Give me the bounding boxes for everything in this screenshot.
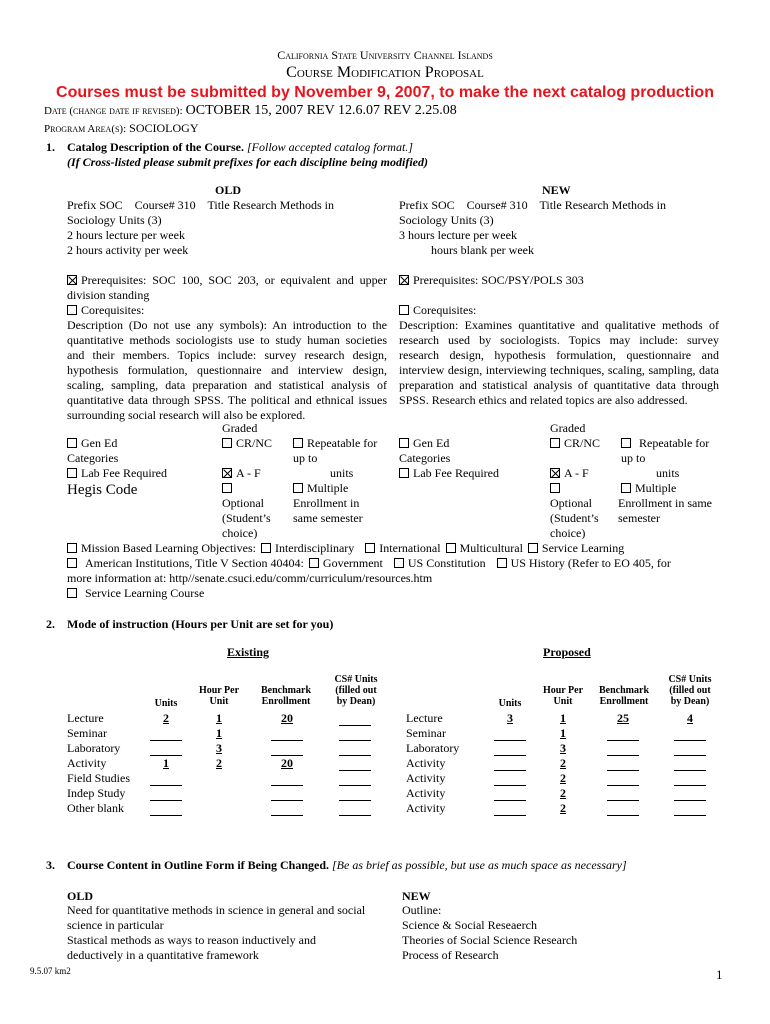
proposed-bench-blank[interactable] <box>607 803 639 816</box>
proposed-hpu-cell <box>547 786 579 801</box>
new-description: Description: Examines quantitative and qualitative methods of research used by sociologists. Topics may include: survey research design, hypothesis formulation, questionnaire and interview design, interviewing techniques, scaling, sampling, data preparation and statistical analysis of quantitative data through SPSS. Research ethics and related topics are also addressed. <box>399 318 719 407</box>
old-optional-line1: Optional <box>222 496 264 510</box>
new-prereq-text: Prerequisites: SOC/PSY/POLS 303 <box>413 273 584 287</box>
proposed-cs-blank[interactable] <box>674 773 706 786</box>
proposed-units-cell <box>494 756 526 771</box>
content-old-line: science in particular <box>67 918 164 932</box>
new-lecture-hours: 3 hours lecture per week <box>399 228 517 242</box>
content-new-list <box>402 903 577 963</box>
existing-row-label: Laboratory <box>67 741 121 755</box>
new-optional-line2: (Student’s <box>550 511 599 525</box>
new-gened-checkbox[interactable] <box>399 438 409 448</box>
form-title: Course Modification Proposal <box>286 64 484 81</box>
mission-line <box>67 541 624 556</box>
proposed-units-value[interactable]: 3 <box>507 711 513 725</box>
proposed-units-cell <box>494 771 526 786</box>
old-labfee <box>67 466 167 481</box>
old-prereq-checkbox[interactable] <box>67 275 77 285</box>
existing-units-value[interactable]: 2 <box>163 711 169 725</box>
section1-number: 1. <box>46 140 55 154</box>
new-optional-checkbox[interactable] <box>550 483 560 493</box>
proposed-hpu-cell <box>547 756 579 771</box>
new-course-line1 <box>399 198 666 213</box>
interdisciplinary-text: Interdisciplinary <box>274 541 355 555</box>
proposed-bench-cell <box>607 741 639 756</box>
proposed-row-label: Lecture <box>406 711 443 725</box>
new-optional-line3: choice) <box>550 526 586 540</box>
old-repeatable-checkbox[interactable] <box>293 438 303 448</box>
new-crnc <box>550 436 600 451</box>
program-value: SOCIOLOGY <box>129 121 199 135</box>
new-repeatable-upto: up to <box>621 451 646 465</box>
university-name: California State University Channel Islands <box>277 48 493 62</box>
proposed-bench-value[interactable]: 25 <box>617 711 629 725</box>
new-labfee-text: Lab Fee Required <box>413 466 499 480</box>
proposed-units-blank[interactable] <box>494 803 526 816</box>
proposed-hpu-value[interactable]: 2 <box>560 756 566 770</box>
service-course-text: Service Learning Course <box>85 586 205 600</box>
proposed-row-label: Activity <box>406 786 446 800</box>
new-repeatable-units: units <box>656 466 680 480</box>
section3-title-text: Course Content in Outline Form if Being Changed. <box>67 858 330 872</box>
existing-col-cs-line2: (filled out <box>335 685 377 696</box>
existing-row-label: Activity <box>67 756 107 770</box>
content-old-list <box>67 903 365 963</box>
proposed-cs-cell <box>674 771 706 786</box>
old-repeatable-units: units <box>330 466 354 480</box>
more-info-line: more information at: http//senate.csuci.edu/comm/curriculum/resources.htm <box>67 571 433 585</box>
existing-row-label: Field Studies <box>67 771 131 785</box>
multicultural-text: Multicultural <box>459 541 523 555</box>
old-gened-text: Gen Ed <box>81 436 118 450</box>
new-multiple-checkbox[interactable] <box>621 483 631 493</box>
new-multiple-line2: Enrollment in same <box>618 496 712 510</box>
new-crnc-checkbox[interactable] <box>550 438 560 448</box>
proposed-units-cell <box>494 741 526 756</box>
old-lecture-hours: 2 hours lecture per week <box>67 228 185 242</box>
old-optional-checkbox-wrap <box>222 481 236 496</box>
proposed-col-cs <box>664 674 716 707</box>
old-prereq-text: Prerequisites: SOC 100, SOC 203, or equivalent and upper division standing <box>67 273 387 302</box>
new-optional-checkbox-wrap <box>550 481 564 496</box>
us-constitution-text: US Constitution <box>407 556 486 570</box>
existing-col-units: Units <box>154 698 178 709</box>
existing-col-hpu: Hour Per Unit <box>198 685 240 707</box>
existing-row-label: Indep Study <box>67 786 126 800</box>
new-coreq-checkbox[interactable] <box>399 305 409 315</box>
new-multiple-text: Multiple <box>635 481 677 495</box>
proposed-cs-blank[interactable] <box>674 728 706 741</box>
proposed-bench-blank[interactable] <box>607 788 639 801</box>
content-old-line: Need for quantitative methods in science in general and social <box>67 903 366 917</box>
international-checkbox[interactable] <box>365 543 375 553</box>
old-repeatable-text: Repeatable for <box>307 436 378 450</box>
proposed-bench-blank[interactable] <box>607 758 639 771</box>
proposed-row <box>0 741 770 756</box>
old-optional-text <box>222 496 271 541</box>
old-crnc-text: CR/NC <box>236 436 273 450</box>
new-heading: NEW <box>542 183 571 197</box>
new-units: Sociology Units (3) <box>399 213 494 227</box>
proposed-col-bench: Benchmark Enrollment <box>599 685 649 707</box>
new-optional-text <box>550 496 599 541</box>
mission-checkbox[interactable] <box>67 543 77 553</box>
new-corequisites <box>399 303 476 318</box>
existing-bench-value[interactable]: 20 <box>281 756 293 770</box>
program-line <box>44 121 199 136</box>
footer-code: 9.5.07 km2 <box>30 966 71 976</box>
proposed-col-units: Units <box>498 698 522 709</box>
existing-hpu-value[interactable]: 1 <box>216 726 222 740</box>
new-categories: Categories <box>399 451 451 465</box>
date-value: OCTOBER 15, 2007 REV 12.6.07 REV 2.25.08 <box>185 103 457 118</box>
section3-title-note: [Be as brief as possible, but use as much space as necessary] <box>332 858 627 872</box>
proposed-units-cell <box>494 711 526 726</box>
existing-label: Existing <box>227 645 270 659</box>
old-gened-checkbox[interactable] <box>67 438 77 448</box>
proposed-cs-cell <box>674 711 706 726</box>
old-prerequisites <box>67 273 387 303</box>
new-course-title: Title Research Methods in <box>539 198 667 212</box>
old-course-line1 <box>67 198 334 213</box>
us-history-text: US History (Refer to EO 405, for <box>510 556 671 570</box>
proposed-hpu-value[interactable]: 2 <box>560 771 566 785</box>
existing-bench-value[interactable]: 20 <box>281 711 293 725</box>
proposed-row <box>0 726 770 741</box>
new-multiple-line3: semester <box>618 511 660 525</box>
service-course-checkbox[interactable] <box>67 588 77 598</box>
content-new-line: Process of Research <box>402 948 499 962</box>
old-af <box>222 466 261 481</box>
new-prefix: Prefix SOC <box>399 198 455 212</box>
proposed-units-blank[interactable] <box>494 743 526 756</box>
content-old-line: deductively in a quantitative framework <box>67 948 259 962</box>
section1-subtitle: (If Cross-listed please submit prefixes for each discipline being modified) <box>67 155 428 169</box>
proposed-bench-blank[interactable] <box>607 773 639 786</box>
proposed-units-blank[interactable] <box>494 758 526 771</box>
old-multiple-line3: same semester <box>293 511 363 525</box>
proposed-row-label: Activity <box>406 756 446 770</box>
proposed-hpu-value[interactable]: 2 <box>560 786 566 800</box>
old-labfee-text: Lab Fee Required <box>81 466 167 480</box>
old-multiple <box>293 481 348 496</box>
proposed-row <box>0 801 770 816</box>
new-coreq-text: Corequisites: <box>413 303 477 317</box>
existing-row-label: Other blank <box>67 801 124 815</box>
old-multiple-checkbox[interactable] <box>293 483 303 493</box>
proposed-col-cs-line1: CS# Units <box>668 674 712 685</box>
proposed-row-label: Laboratory <box>406 741 460 755</box>
american-checkbox[interactable] <box>67 558 77 568</box>
proposed-units-blank[interactable] <box>494 788 526 801</box>
old-categories: Categories <box>67 451 119 465</box>
old-labfee-checkbox[interactable] <box>67 468 77 478</box>
mission-label: Mission Based Learning Objectives: <box>81 541 256 555</box>
existing-row-label: Lecture <box>67 711 104 725</box>
content-new-line: Outline: <box>402 903 442 917</box>
proposed-bench-blank[interactable] <box>607 728 639 741</box>
existing-row-label: Seminar <box>67 726 107 740</box>
interdisciplinary-checkbox[interactable] <box>261 543 271 553</box>
proposed-units-cell <box>494 801 526 816</box>
section2-number: 2. <box>46 617 55 631</box>
old-activity-hours: 2 hours activity per week <box>67 243 189 257</box>
deadline-notice: Courses must be submitted by November 9, 2007, to make the next catalog production <box>56 84 714 101</box>
government-text: Government <box>322 556 383 570</box>
old-optional-checkbox[interactable] <box>222 483 232 493</box>
us-constitution-checkbox[interactable] <box>394 558 404 568</box>
service-learning-text: Service Learning <box>541 541 625 555</box>
proposed-bench-cell <box>607 786 639 801</box>
date-line <box>44 103 457 119</box>
old-heading: OLD <box>215 183 242 197</box>
proposed-hpu-value[interactable]: 2 <box>560 801 566 815</box>
service-course-line <box>67 586 204 601</box>
proposed-cs-blank[interactable] <box>674 803 706 816</box>
new-crnc-text: CR/NC <box>564 436 601 450</box>
proposed-units-blank[interactable] <box>494 773 526 786</box>
american-institutions-line <box>67 556 671 571</box>
new-repeatable-text: Repeatable for <box>639 436 710 450</box>
existing-col-cs <box>330 674 382 707</box>
old-repeatable <box>293 436 377 451</box>
existing-col-cs-line1: CS# Units <box>334 674 378 685</box>
proposed-hpu-cell <box>547 741 579 756</box>
existing-hpu-value[interactable]: 2 <box>216 756 222 770</box>
proposed-col-cs-line2: (filled out <box>669 685 711 696</box>
proposed-cs-blank[interactable] <box>674 758 706 771</box>
content-new-line: Theories of Social Science Research <box>402 933 578 947</box>
proposed-bench-cell <box>607 711 639 726</box>
old-prefix: Prefix SOC <box>67 198 123 212</box>
content-old-heading: OLD <box>67 889 94 903</box>
proposed-cs-blank[interactable] <box>674 743 706 756</box>
proposed-cs-cell <box>674 801 706 816</box>
proposed-row-label: Activity <box>406 801 446 815</box>
proposed-bench-cell <box>607 801 639 816</box>
existing-col-bench: Benchmark Enrollment <box>261 685 311 707</box>
new-other-hours: hours blank per week <box>431 243 534 257</box>
existing-hpu-value[interactable]: 3 <box>216 741 222 755</box>
proposed-row <box>0 711 770 726</box>
multicultural-checkbox[interactable] <box>446 543 456 553</box>
old-course-title: Title Research Methods in <box>207 198 335 212</box>
international-text: International <box>379 541 441 555</box>
proposed-cs-blank[interactable] <box>674 788 706 801</box>
content-new-line: Science & Social Reseaerch <box>402 918 537 932</box>
government-checkbox[interactable] <box>309 558 319 568</box>
old-graded-label: Graded <box>222 421 258 435</box>
proposed-hpu-value[interactable]: 1 <box>560 726 566 740</box>
proposed-bench-cell <box>607 756 639 771</box>
proposed-row <box>0 756 770 771</box>
proposed-bench-cell <box>607 771 639 786</box>
old-description: Description (Do not use any symbols): An introduction to the quantitative methods sociologists use to study human societies and their members. Topics include: survey research design, hypothesis formulation, questionnaire and interview design, scaling, sampling, data preparation and statistical analysis of quantitative data through SPSS. The political and ethnical issues surrounding social research will also be explored. <box>67 318 387 422</box>
program-label: Program Area(s): <box>44 123 127 135</box>
proposed-col-hpu: Hour Per Unit <box>542 685 584 707</box>
section1-title-note: [Follow accepted catalog format.] <box>246 140 413 154</box>
new-prereq-checkbox[interactable] <box>399 275 409 285</box>
new-repeatable-checkbox[interactable] <box>621 438 631 448</box>
new-af <box>550 466 589 481</box>
old-af-checkbox[interactable] <box>222 468 232 478</box>
new-multiple <box>621 481 676 496</box>
proposed-row <box>0 786 770 801</box>
old-crnc <box>222 436 272 451</box>
proposed-bench-blank[interactable] <box>607 743 639 756</box>
new-repeatable <box>621 436 709 451</box>
new-prerequisites <box>399 273 584 288</box>
old-crnc-checkbox[interactable] <box>222 438 232 448</box>
new-gened <box>399 436 449 451</box>
us-history-checkbox[interactable] <box>497 558 507 568</box>
proposed-hpu-cell <box>547 801 579 816</box>
proposed-row-label: Seminar <box>406 726 446 740</box>
new-af-text: A - F <box>564 466 589 480</box>
old-optional-line2: (Student’s <box>222 511 271 525</box>
old-course-number: Course# 310 <box>134 198 196 212</box>
proposed-units-cell <box>494 726 526 741</box>
old-hegis-code: Hegis Code <box>67 482 138 498</box>
old-multiple-text: Multiple <box>307 481 349 495</box>
old-coreq-text: Corequisites: <box>81 303 145 317</box>
new-labfee <box>399 466 499 481</box>
proposed-hpu-cell <box>547 711 579 726</box>
proposed-col-cs-line3: by Dean) <box>670 696 710 707</box>
old-gened <box>67 436 117 451</box>
page-number: 1 <box>716 967 723 982</box>
existing-col-cs-line3: by Dean) <box>336 696 376 707</box>
new-optional-line1: Optional <box>550 496 592 510</box>
old-coreq-checkbox[interactable] <box>67 305 77 315</box>
section3-number: 3. <box>46 858 55 872</box>
proposed-cs-cell <box>674 741 706 756</box>
proposed-bench-cell <box>607 726 639 741</box>
existing-units-value[interactable]: 1 <box>163 756 169 770</box>
old-units: Sociology Units (3) <box>67 213 162 227</box>
proposed-hpu-value[interactable]: 1 <box>560 711 566 725</box>
new-course-number: Course# 310 <box>466 198 528 212</box>
proposed-hpu-cell <box>547 726 579 741</box>
proposed-cs-cell <box>674 756 706 771</box>
proposed-row <box>0 771 770 786</box>
american-label: American Institutions, Title V Section 40404: <box>85 556 304 570</box>
old-repeatable-upto: up to <box>293 451 318 465</box>
content-new-heading: NEW <box>402 889 431 903</box>
proposed-hpu-cell <box>547 771 579 786</box>
proposed-hpu-value[interactable]: 3 <box>560 741 566 755</box>
proposed-label: Proposed <box>543 645 591 659</box>
new-af-checkbox[interactable] <box>550 468 560 478</box>
proposed-units-blank[interactable] <box>494 728 526 741</box>
new-gened-text: Gen Ed <box>413 436 450 450</box>
proposed-units-cell <box>494 786 526 801</box>
section3-title <box>67 858 627 873</box>
old-optional-line3: choice) <box>222 526 258 540</box>
old-corequisites <box>67 303 144 318</box>
new-labfee-checkbox[interactable] <box>399 468 409 478</box>
proposed-cs-cell <box>674 786 706 801</box>
section1-title <box>67 140 413 155</box>
existing-hpu-value[interactable]: 1 <box>216 711 222 725</box>
proposed-cs-value[interactable]: 4 <box>687 711 693 725</box>
section1-title-text: Catalog Description of the Course. <box>67 140 244 154</box>
new-graded-label: Graded <box>550 421 586 435</box>
old-multiple-line2: Enrollment in <box>293 496 360 510</box>
service-learning-checkbox[interactable] <box>528 543 538 553</box>
content-old-line: Stastical methods as ways to reason inductively and <box>67 933 316 947</box>
proposed-cs-cell <box>674 726 706 741</box>
old-af-text: A - F <box>236 466 261 480</box>
section2-title: Mode of instruction (Hours per Unit are set for you) <box>67 617 334 631</box>
date-label: Date (change date if revised): <box>44 105 183 117</box>
proposed-row-label: Activity <box>406 771 446 785</box>
